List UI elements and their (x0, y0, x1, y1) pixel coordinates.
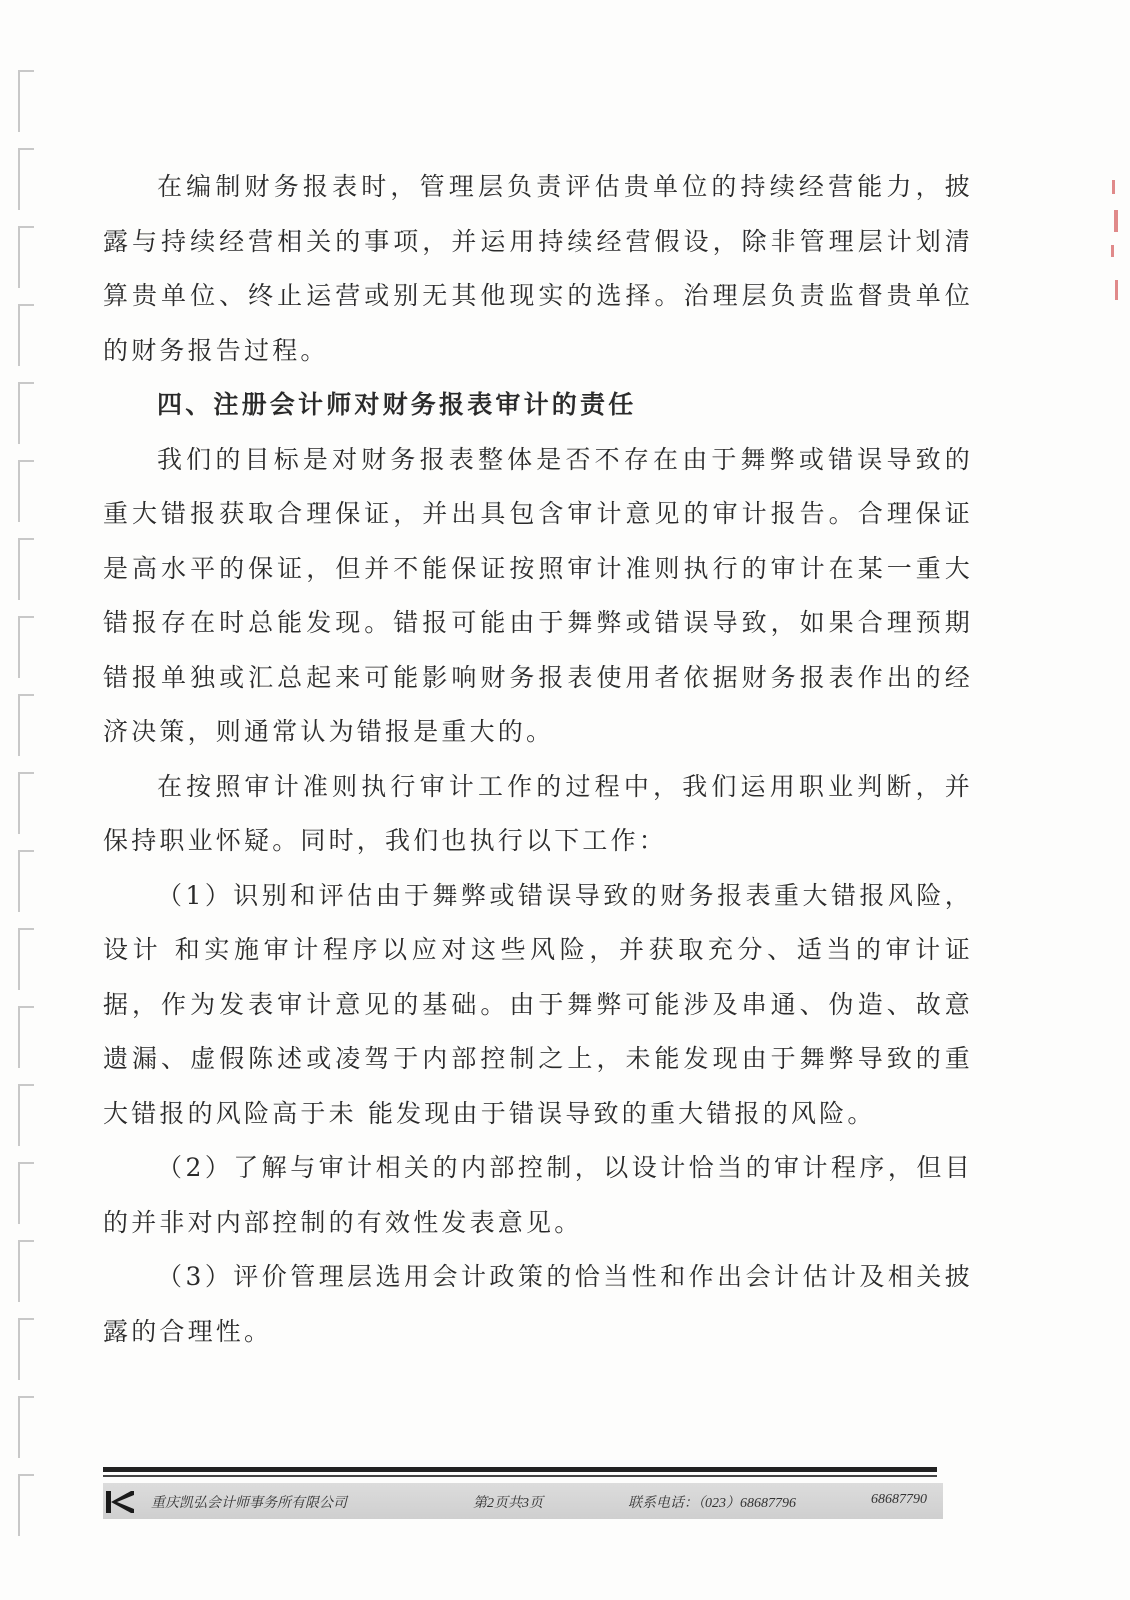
footer-firm-name: 重庆凯弘会计师事务所有限公司 (151, 1496, 347, 1511)
footer-rule-thin (103, 1475, 937, 1477)
footer-page-info: 第2页共3页 (473, 1496, 543, 1511)
footer-phone: 联系电话：（023）68687796 (628, 1496, 796, 1511)
red-seal-edge (1108, 170, 1124, 310)
paragraph-professional-judgment: 在按照审计准则执行审计工作的过程中，我们运用职业判断，并保持职业怀疑。同时，我们也执行以下工作： (103, 771, 973, 855)
list-item-1: （1）识别和评估由于舞弊或错误导致的财务报表重大错报风险，设计 和实施审计程序以应对这些风险，并获取充分、适当的审计证据，作为发表审计意见的基础。由于舞弊可能涉及串通、伪造、故意遗漏、虚假陈述或凌驾于内部控制之上，未能发现由于舞弊导致的重大错报的风险高于未 能发现由于错误导致的重大错报的风险。 (103, 880, 973, 1128)
paragraph-audit-objective: 我们的目标是对财务报表整体是否不存在由于舞弊或错误导致的重大错报获取合理保证，并出具包含审计意见的审计报告。合理保证是高水平的保证，但并不能保证按照审计准则执行的审计在某一重大错报存在时总能发现。错报可能由于舞弊或错误导致，如果合理预期错报单独或汇总起来可能影响财务报表使用者依据财务报表作出的经济决策，则通常认为错报是重大的。 (103, 444, 973, 746)
binding-hole-marks (18, 0, 42, 1600)
list-item-3: （3）评价管理层选用会计政策的恰当性和作出会计估计及相关披露的合理性。 (103, 1262, 973, 1346)
paragraph-management-responsibility: 在编制财务报表时，管理层负责评估贵单位的持续经营能力，披露与持续经营相关的事项，并运用持续经营假设，除非管理层计划清算贵单位、终止运营或别无其他现实的选择。治理层负责监督贵单位的财务报告过程。 (103, 172, 973, 365)
footer-phone-alt: 68687790 (871, 1492, 927, 1507)
footer-rule-thick (103, 1467, 937, 1472)
firm-logo-icon (105, 1489, 135, 1515)
list-item-2: （2）了解与审计相关的内部控制，以设计恰当的审计程序，但目的并非对内部控制的有效性发表意见。 (103, 1153, 973, 1237)
page-footer (103, 1467, 943, 1539)
section-heading-auditor-responsibility: 四、注册会计师对财务报表审计的责任 (157, 390, 637, 419)
document-body (103, 160, 973, 1359)
